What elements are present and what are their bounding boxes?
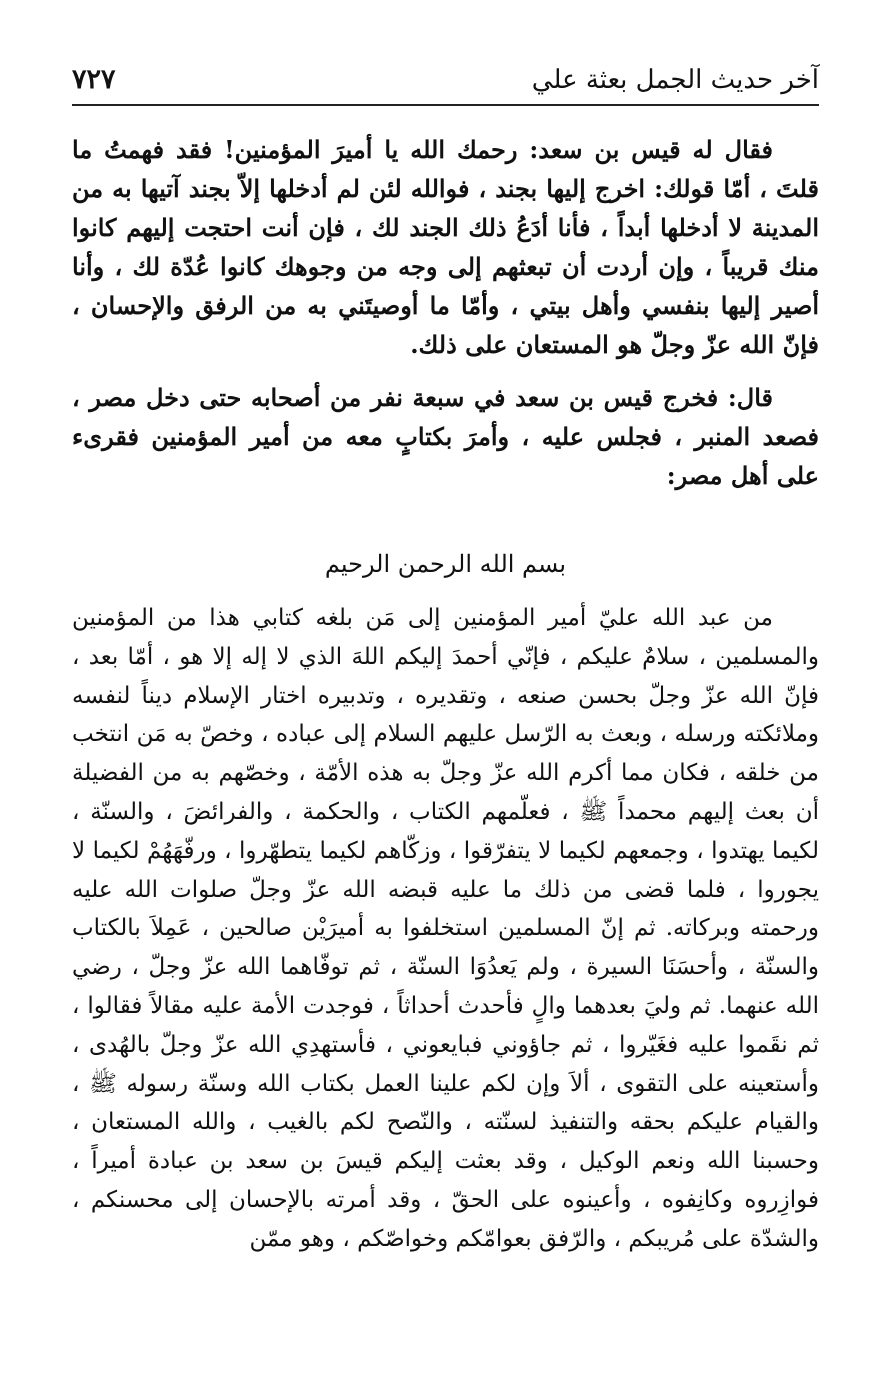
page-body bbox=[72, 130, 819, 1259]
paragraph-qays-reply: فقال له قيس بن سعد: رحمك الله يا أميرَ المؤمنين! فقد فهمتُ ما قلتَ ، أمّا قولك: اخرج إليها بجند ، فوالله لئن لم أدخلها إلاّ بجند آتيها به من المدينة لا أدخلها أبداً ، فأنا أدَعُ ذلك الجند لك ، فإن أنت احتجت إليهم كانوا منك قريباً ، وإن أردت أن تبعثهم إلى وجه من وجوهك كانوا عُدّة لك ، وأنا أصير إليها بنفسي وأهل بيتي ، وأمّا ما أوصيتَني به من الرفق والإحسان ، فإنّ الله عزّ وجلّ هو المستعان على ذلك. bbox=[72, 135, 819, 359]
letter-text: من عبد الله عليّ أمير المؤمنين إلى مَن بلغه كتابي هذا من المؤمنين والمسلمين ، سلامٌ عليكم ، فإنّي أحمدَ إليكم اللهَ الذي لا إله إلا هو ، أمّا بعد ، فإنّ الله عزّ وجلّ بحسن صنعه ، وتقديره ، وتدبيره اختار الإسلام ديناً لنفسه وملائكته ورسله ، وبعث به الرّسل عليهم السلام إلى عباده ، وخصّ به مَن انتخب من خلقه ، فكان مما أكرم الله عزّ وجلّ به هذه الأمّة ، وخصّهم به من الفضيلة أن بعث إليهم محمداً ﷺ ، فعلّمهم الكتاب ، والحكمة ، والفرائضَ ، والسنّة ، لكيما يهتدوا ، وجمعهم لكيما لا يتفرّقوا ، وزكّاهم لكيما يتطهّروا ، ورفّهَهُمْ لكيما لا يجوروا ، فلما قضى من ذلك ما عليه قبضه الله عزّ وجلّ صلوات الله عليه ورحمته وبركاته. ثم إنّ المسلمين استخلفوا به أميرَيْن صالحين ، عَمِلاَ بالكتاب والسنّة ، وأحسَنَا السيرة ، ولم يَعدُوَا السنّة ، ثم توفّاهما الله عزّ وجلّ ، رضي الله عنهما. ثم وليَ بعدهما والٍ فأحدث أحداثاً ، فوجدت الأمة عليه مقالاً فقالوا ، ثم نقَموا عليه فغَيّروا ، ثم جاؤوني فبايعوني ، فأستهدِي الله عزّ وجلّ بالهُدى ، وأستعينه على التقوى ، ألاَ وإن لكم علينا العمل بكتاب الله وسنّة رسوله ﷺ ، والقيام عليكم بحقه والتنفيذ لسنّته ، والنّصح لكم بالغيب ، والله المستعان ، وحسبنا الله ونعم الوكيل ، وقد بعثت إليكم قيسَ بن سعد بن عبادة أميراً ، فوازِروه وكانِفوه ، وأعينوه على الحقّ ، وقد أمرته بالإحسان إلى محسنكم ، والشدّة على مُريبكم ، والرّفق بعوامّكم وخواصّكم ، وهو ممّن bbox=[72, 605, 819, 1252]
running-title: آخر حديث الجمل بعثة علي bbox=[531, 65, 819, 95]
paragraph-departure: قال: فخرج قيس بن سعد في سبعة نفر من أصحابه حتى دخل مصر ، فصعد المنبر ، فجلس عليه ، وأمرَ بكتابٍ معه من أمير المؤمنين فقرىء على أهل مصر: bbox=[72, 383, 819, 490]
running-header bbox=[72, 60, 819, 106]
page-number: ٧٢٧ bbox=[72, 64, 116, 95]
basmala-heading: بسم الله الرحمن الرحيم bbox=[324, 550, 567, 578]
